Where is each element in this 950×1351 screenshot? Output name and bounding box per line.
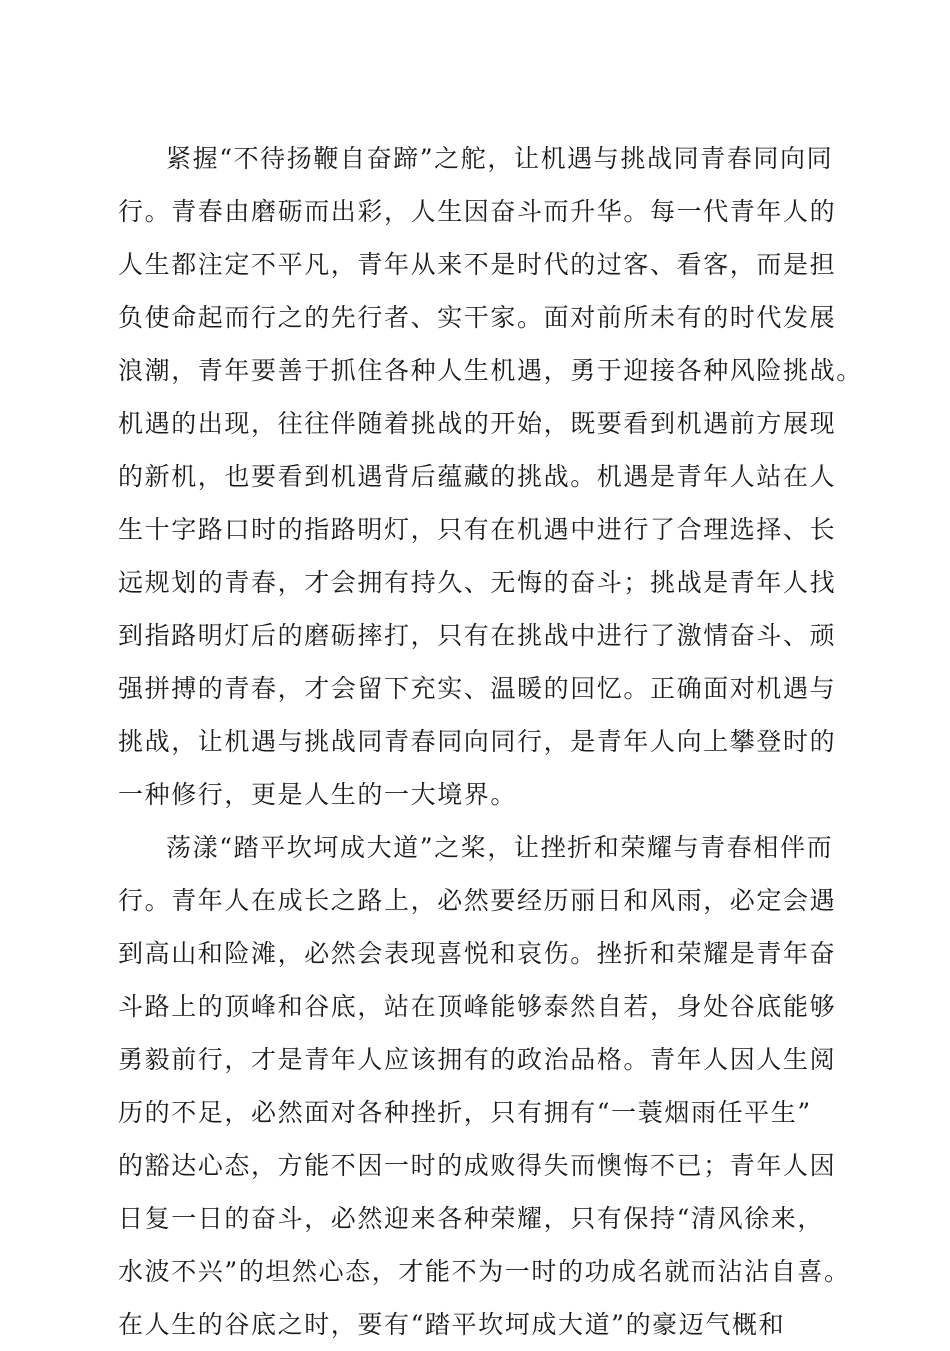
text-line: 负使命起而行之的先行者、实干家。面对前所未有的时代发展 <box>118 303 837 332</box>
text-line: 一种修行，更是人生的一大境界。 <box>118 780 518 809</box>
text-line: 远规划的青春，才会拥有持久、无悔的奋斗；挑战是青年人找 <box>118 568 837 597</box>
text-line: 浪潮，青年要善于抓住各种人生机遇，勇于迎接各种风险挑战。 <box>118 356 863 385</box>
text-line: 水波不兴”的坦然心态，才能不为一时的功成名就而沾沾自喜。 <box>118 1257 851 1286</box>
text-line: 到指路明灯后的磨砺摔打，只有在挑战中进行了激情奋斗、顽 <box>118 621 837 650</box>
text-line: 紧握“不待扬鞭自奋蹄”之舵，让机遇与挑战同青春同向同 <box>166 144 834 173</box>
text-line: 荡漾“踏平坎坷成大道”之桨，让挫折和荣耀与青春相伴而 <box>166 833 834 862</box>
text-line: 行。青年人在成长之路上，必然要经历丽日和风雨，必定会遇 <box>118 886 837 915</box>
text-line: 人生都注定不平凡，青年从来不是时代的过客、看客，而是担 <box>118 250 837 279</box>
document-body <box>118 132 863 1351</box>
text-line: 强拼搏的青春，才会留下充实、温暖的回忆。正确面对机遇与 <box>118 674 837 703</box>
text-line: 日复一日的奋斗，必然迎来各种荣耀，只有保持“清风徐来， <box>118 1204 824 1233</box>
text-line: 行。青春由磨砺而出彩，人生因奋斗而升华。每一代青年人的 <box>118 197 837 226</box>
text-line: 挑战，让机遇与挑战同青春同向同行，是青年人向上攀登时的 <box>118 727 837 756</box>
text-line: 到高山和险滩，必然会表现喜悦和哀伤。挫折和荣耀是青年奋 <box>118 939 837 968</box>
text-line: 历的不足，必然面对各种挫折，只有拥有“一蓑烟雨任平生” <box>118 1098 812 1127</box>
text-line: 生十字路口时的指路明灯，只有在机遇中进行了合理选择、长 <box>118 515 837 544</box>
text-line: 的豁达心态，方能不因一时的成败得失而懊悔不已；青年人因 <box>118 1151 837 1180</box>
text-line: 的新机，也要看到机遇背后蕴藏的挑战。机遇是青年人站在人 <box>118 462 837 491</box>
text-line: 勇毅前行，才是青年人应该拥有的政治品格。青年人因人生阅 <box>118 1045 837 1074</box>
paragraph-2 <box>118 821 851 1351</box>
text-line: 在人生的谷底之时，要有“踏平坎坷成大道”的豪迈气概和 <box>118 1310 786 1339</box>
text-line: 机遇的出现，往往伴随着挑战的开始，既要看到机遇前方展现 <box>118 409 837 438</box>
text-line: 斗路上的顶峰和谷底，站在顶峰能够泰然自若，身处谷底能够 <box>118 992 837 1021</box>
paragraph-1 <box>118 132 863 821</box>
